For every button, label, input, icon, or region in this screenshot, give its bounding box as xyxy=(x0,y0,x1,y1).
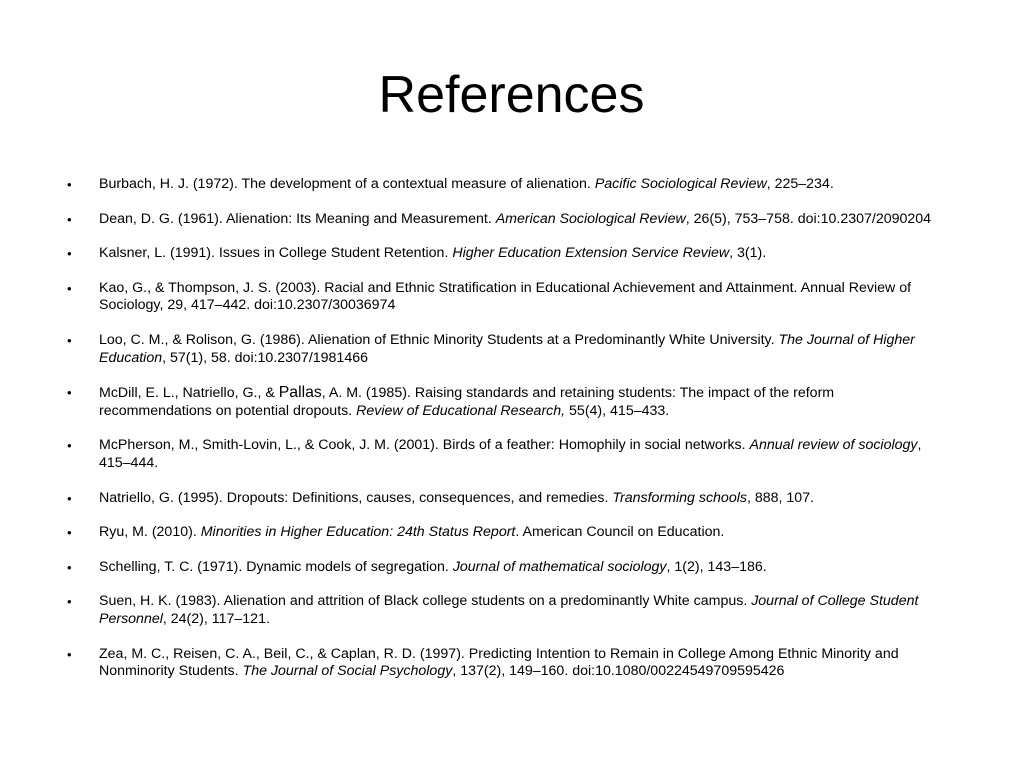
bullet-icon: • xyxy=(67,646,72,662)
reference-item xyxy=(66,332,946,367)
bullet-icon: • xyxy=(67,594,72,610)
reference-item xyxy=(66,384,946,420)
reference-details: , 3(1). xyxy=(729,245,767,262)
reference-journal: The Journal of Higher Education xyxy=(99,331,915,366)
reference-details: , 225–234. xyxy=(766,176,834,192)
reference-text: Schelling, T. C. (1971). Dynamic models of segregation. xyxy=(99,558,453,575)
reference-journal: Pacific Sociological Review xyxy=(594,176,767,192)
bullet-icon: • xyxy=(67,246,72,262)
reference-text: Burbach, H. J. (1972). The development of a contextual measure of alienation. xyxy=(99,176,595,192)
reference-text: Loo, C. M., & Rolison, G. (1986). Alienation of Ethnic Minority Students at a Predominantly White University. xyxy=(99,331,779,348)
reference-item xyxy=(66,646,946,681)
reference-details: 55(4), 415–433. xyxy=(565,402,670,419)
bullet-icon: • xyxy=(67,385,72,401)
bullet-icon: • xyxy=(67,525,72,541)
reference-text: Dean, D. G. (1961). Alienation: Its Meaning and Measurement. xyxy=(99,210,496,227)
reference-journal: Higher Education Extension Service Review xyxy=(452,245,730,262)
reference-journal: Transforming schools xyxy=(612,489,747,506)
reference-list xyxy=(66,176,946,681)
reference-text: McDill, E. L., Natriello, G., & xyxy=(99,385,279,402)
reference-details: , 1(2), 143–186. xyxy=(666,558,767,575)
reference-item xyxy=(66,593,946,628)
bullet-icon: • xyxy=(67,280,72,296)
reference-text: Ryu, M. (2010). xyxy=(99,524,201,541)
reference-details: . American Council on Education. xyxy=(515,524,725,541)
reference-item xyxy=(66,176,946,194)
reference-item xyxy=(66,490,946,508)
bullet-icon: • xyxy=(67,177,72,192)
bullet-icon: • xyxy=(67,438,72,454)
reference-item xyxy=(66,437,946,472)
reference-author-large: Pallas xyxy=(278,384,322,402)
reference-details: , 415–444. xyxy=(99,437,922,471)
reference-journal: The Journal of Social Psychology xyxy=(242,663,453,680)
bullet-icon: • xyxy=(67,332,72,348)
bullet-icon: • xyxy=(67,559,72,575)
bullet-icon: • xyxy=(67,490,72,506)
reference-details: , 137(2), 149–160. doi:10.1080/00224549709595426 xyxy=(452,663,785,680)
reference-text: Kao, G., & Thompson, J. S. (2003). Racial and Ethnic Stratification in Educational Achievement and Attainment. Annual Review of Sociology, 29, 417–442. doi:10.2307/30036974 xyxy=(99,279,912,314)
reference-text: Zea, M. C., Reisen, C. A., Beil, C., & Caplan, R. D. (1997). Predicting Intention to Remain in College Among Ethnic Minority and Nonminority Students. xyxy=(99,645,899,680)
bullet-icon: • xyxy=(67,211,72,227)
reference-details: , 26(5), 753–758. doi:10.2307/2090204 xyxy=(685,210,932,227)
slide-title: References xyxy=(378,66,645,124)
reference-journal: American Sociological Review xyxy=(495,210,686,227)
reference-item xyxy=(66,211,946,229)
reference-details: , 888, 107. xyxy=(746,489,815,506)
reference-details: , 24(2), 117–121. xyxy=(162,610,270,627)
reference-journal: Review of Educational Research, xyxy=(356,402,566,419)
reference-journal: Minorities in Higher Education: 24th Status Report xyxy=(200,524,516,541)
reference-item xyxy=(66,280,946,315)
reference-item xyxy=(66,559,946,577)
reference-text: Kalsner, L. (1991). Issues in College Student Retention. xyxy=(99,245,453,262)
reference-text: , A. M. (1985). Raising standards and retaining students: The impact of the reform recommendations on potential dropouts. xyxy=(99,385,835,419)
reference-text: Natriello, G. (1995). Dropouts: Definitions, causes, consequences, and remedies. xyxy=(99,489,613,506)
reference-text: McPherson, M., Smith-Lovin, L., & Cook, J. M. (2001). Birds of a feather: Homophily in social networks. xyxy=(99,437,750,454)
reference-item xyxy=(66,245,946,263)
reference-journal: Journal of College Student Personnel xyxy=(99,593,919,627)
reference-details: , 57(1), 58. doi:10.2307/1981466 xyxy=(162,349,368,366)
reference-journal: Annual review of sociology xyxy=(749,437,918,454)
reference-journal: Journal of mathematical sociology xyxy=(452,558,667,575)
reference-text: Suen, H. K. (1983). Alienation and attrition of Black college students on a predominantly White campus. xyxy=(99,593,752,610)
reference-item xyxy=(66,524,946,542)
